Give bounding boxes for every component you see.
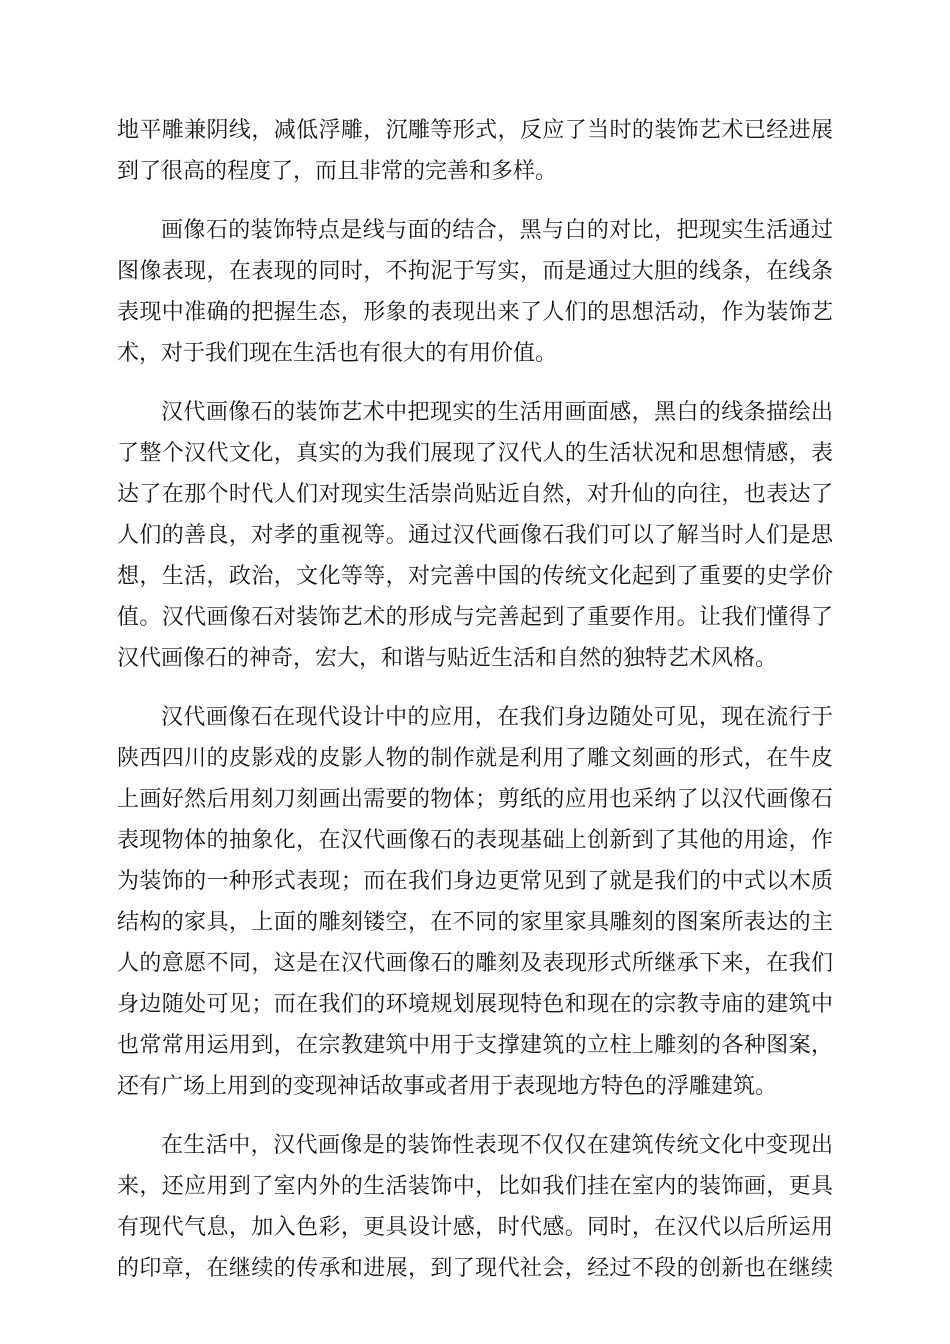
paragraph-1 (117, 110, 833, 192)
text-line: 上画好然后用刻刀刻画出需要的物体；剪纸的应用也采纳了以汉代画像石 (117, 787, 833, 812)
text-line: 的印章，在继续的传承和进展，到了现代社会，经过不段的创新也在继续 (117, 1256, 833, 1281)
text-line: 到了很高的程度了，而且非常的完善和多样。 (117, 159, 558, 184)
text-line: 画像石的装饰特点是线与面的结合，黑与白的对比，把现实生活通过 (161, 218, 833, 243)
paragraph-4 (117, 697, 833, 1107)
paragraph-5 (117, 1125, 833, 1289)
paragraph-3 (117, 392, 833, 679)
text-line: 表现物体的抽象化，在汉代画像石的表现基础上创新到了其他的用途，作 (117, 828, 833, 853)
text-line: 达了在那个时代人们对现实生活崇尚贴近自然，对升仙的向往，也表达了 (117, 482, 833, 507)
text-line: 身边随处可见；而在我们的环境规划展现特色和现在的宗教寺庙的建筑中 (117, 992, 833, 1017)
text-line: 汉代画像石的神奇，宏大，和谐与贴近生活和自然的独特艺术风格。 (117, 646, 778, 671)
text-line: 表现中准确的把握生态，形象的表现出来了人们的思想活动，作为装饰艺 (117, 300, 833, 325)
text-line: 还有广场上用到的变现神话故事或者用于表现地方特色的浮雕建筑。 (117, 1074, 778, 1099)
document-body (117, 110, 833, 1289)
paragraph-2 (117, 210, 833, 374)
text-line: 有现代气息，加入色彩，更具设计感，时代感。同时，在汉代以后所运用 (117, 1215, 833, 1240)
text-line: 来，还应用到了室内外的生活装饰中，比如我们挂在室内的装饰画，更具 (117, 1174, 833, 1199)
text-line: 图像表现，在表现的同时，不拘泥于写实，而是通过大胆的线条，在线条 (117, 259, 833, 284)
text-line: 汉代画像石的装饰艺术中把现实的生活用画面感，黑白的线条描绘出 (161, 400, 833, 425)
text-line: 值。汉代画像石对装饰艺术的形成与完善起到了重要作用。让我们懂得了 (117, 605, 833, 630)
text-line: 结构的家具，上面的雕刻镂空，在不同的家里家具雕刻的图案所表达的主 (117, 910, 833, 935)
text-line: 地平雕兼阴线，减低浮雕，沉雕等形式，反应了当时的装饰艺术已经进展 (117, 118, 833, 143)
text-line: 也常常用运用到，在宗教建筑中用于支撑建筑的立柱上雕刻的各种图案， (117, 1033, 833, 1058)
text-line: 汉代画像石在现代设计中的应用，在我们身边随处可见，现在流行于 (161, 705, 833, 730)
text-line: 人的意愿不同，这是在汉代画像石的雕刻及表现形式所继承下来，在我们 (117, 951, 833, 976)
text-line: 人们的善良，对孝的重视等。通过汉代画像石我们可以了解当时人们是思 (117, 523, 833, 548)
text-line: 在生活中，汉代画像是的装饰性表现不仅仅在建筑传统文化中变现出 (161, 1133, 833, 1158)
text-line: 为装饰的一种形式表现；而在我们身边更常见到了就是我们的中式以木质 (117, 869, 833, 894)
text-line: 陕西四川的皮影戏的皮影人物的制作就是利用了雕文刻画的形式，在牛皮 (117, 746, 833, 771)
text-line: 想，生活，政治，文化等等，对完善中国的传统文化起到了重要的史学价 (117, 564, 833, 589)
text-line: 术，对于我们现在生活也有很大的有用价值。 (117, 341, 558, 366)
text-line: 了整个汉代文化，真实的为我们展现了汉代人的生活状况和思想情感，表 (117, 441, 833, 466)
